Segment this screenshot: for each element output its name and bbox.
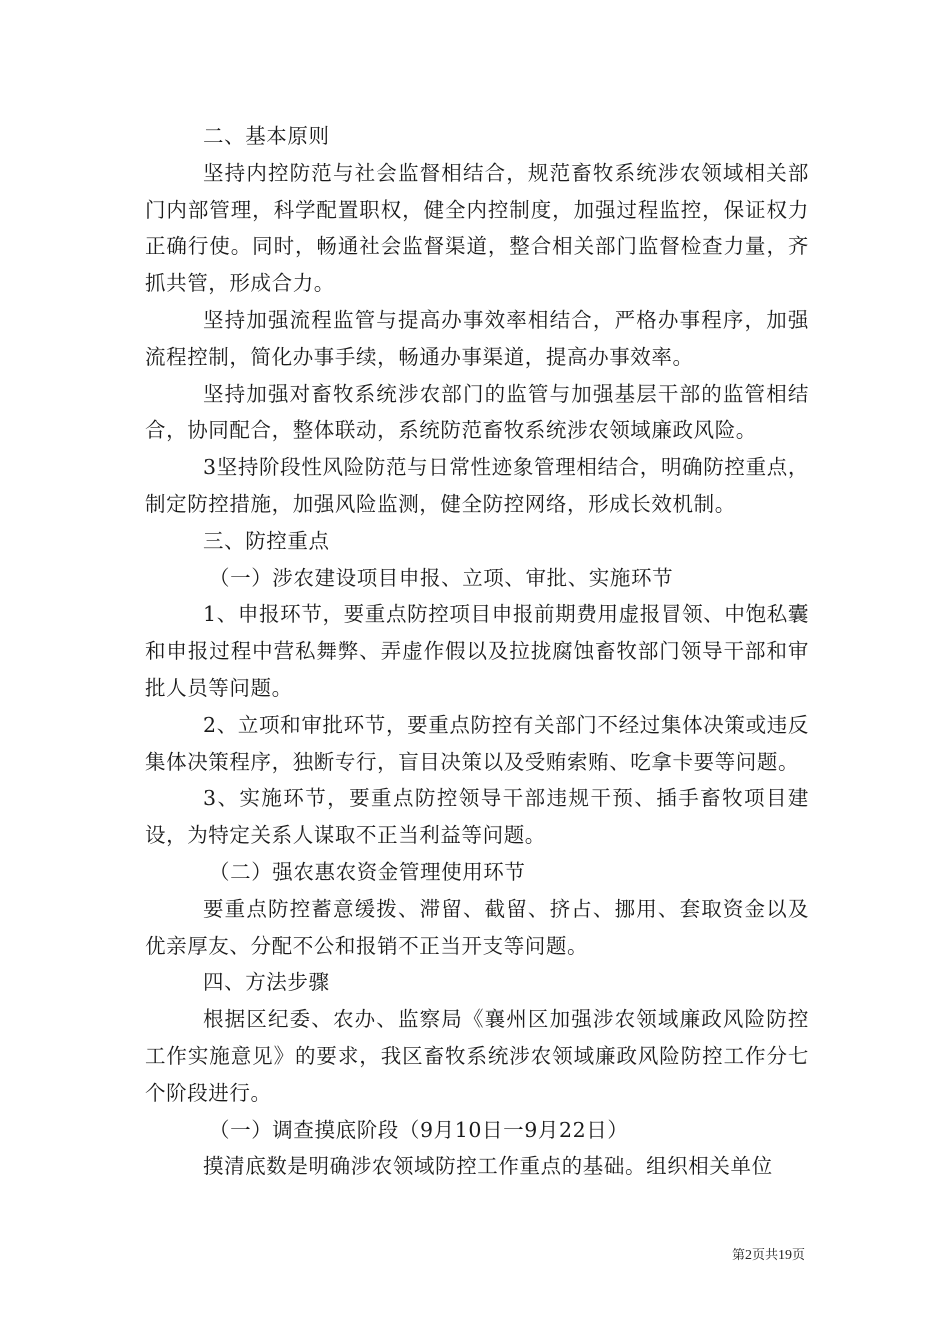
document-body <box>145 118 809 1185</box>
paragraph: 3坚持阶段性风险防范与日常性迹象管理相结合，明确防控重点，制定防控措施，加强风险监测，健全防控网络，形成长效机制。 <box>145 455 809 516</box>
heading-basic-principles: 二、基本原则 <box>203 124 330 148</box>
subheading-construction-projects: （一）涉农建设项目申报、立项、审批、实施环节 <box>209 565 674 590</box>
paragraph: 要重点防控蓄意缓拨、滞留、截留、挤占、挪用、套取资金以及优亲厚友、分配不公和报销不正当开支等问题。 <box>145 896 809 958</box>
paragraph: 坚持内控防范与社会监督相结合，规范畜牧系统涉农领域相关部门内部管理，科学配置职权，健全内控制度，加强过程监控，保证权力正确行使。同时，畅通社会监督渠道，整合相关部门监督检查力量，齐抓共管，形成合力。 <box>145 160 809 296</box>
total-page-count: 19 <box>777 1248 792 1263</box>
paragraph: 3、实施环节，要重点防控领导干部违规干预、插手畜牧项目建设，为特定关系人谋取不正当利益等问题。 <box>145 786 809 848</box>
paragraph: 摸清底数是明确涉农领域防控工作重点的基础。组织相关单位 <box>203 1154 773 1179</box>
paragraph: 坚持加强对畜牧系统涉农部门的监管与加强基层干部的监管相结合，协同配合，整体联动，系统防范畜牧系统涉农领域廉政风险。 <box>145 381 809 443</box>
footer-middle: 页共 <box>751 1248 778 1263</box>
paragraph: 2、立项和审批环节，要重点防控有关部门不经过集体决策或违反集体决策程序，独断专行，盲目决策以及受贿索贿、吃拿卡要等问题。 <box>145 712 809 774</box>
paragraph: 根据区纪委、农办、监察局《襄州区加强涉农领域廉政风险防控工作实施意见》的要求，我区畜牧系统涉农领域廉政风险防控工作分七个阶段进行。 <box>145 1007 809 1105</box>
page-number-footer <box>732 1247 805 1265</box>
subheading-fund-management: （二）强农惠农资金管理使用环节 <box>209 859 526 884</box>
paragraph: 1、申报环节，要重点防控项目申报前期费用虚报冒领、中饱私囊和申报过程中营私舞弊、弄虚作假以及拉拢腐蚀畜牧部门领导干部和审批人员等问题。 <box>145 602 809 700</box>
footer-suffix: 页 <box>791 1248 805 1263</box>
paragraph: 坚持加强流程监管与提高办事效率相结合，严格办事程序，加强流程控制，简化办事手续，畅通办事渠道，提高办事效率。 <box>145 307 809 369</box>
heading-methods-steps: 四、方法步骤 <box>203 970 330 995</box>
subheading-survey-stage: （一）调查摸底阶段（9月10日一9月22日） <box>209 1117 629 1142</box>
heading-prevention-focus: 三、防控重点 <box>203 528 330 553</box>
footer-prefix: 第 <box>731 1248 745 1263</box>
current-page-number: 2 <box>744 1248 752 1263</box>
